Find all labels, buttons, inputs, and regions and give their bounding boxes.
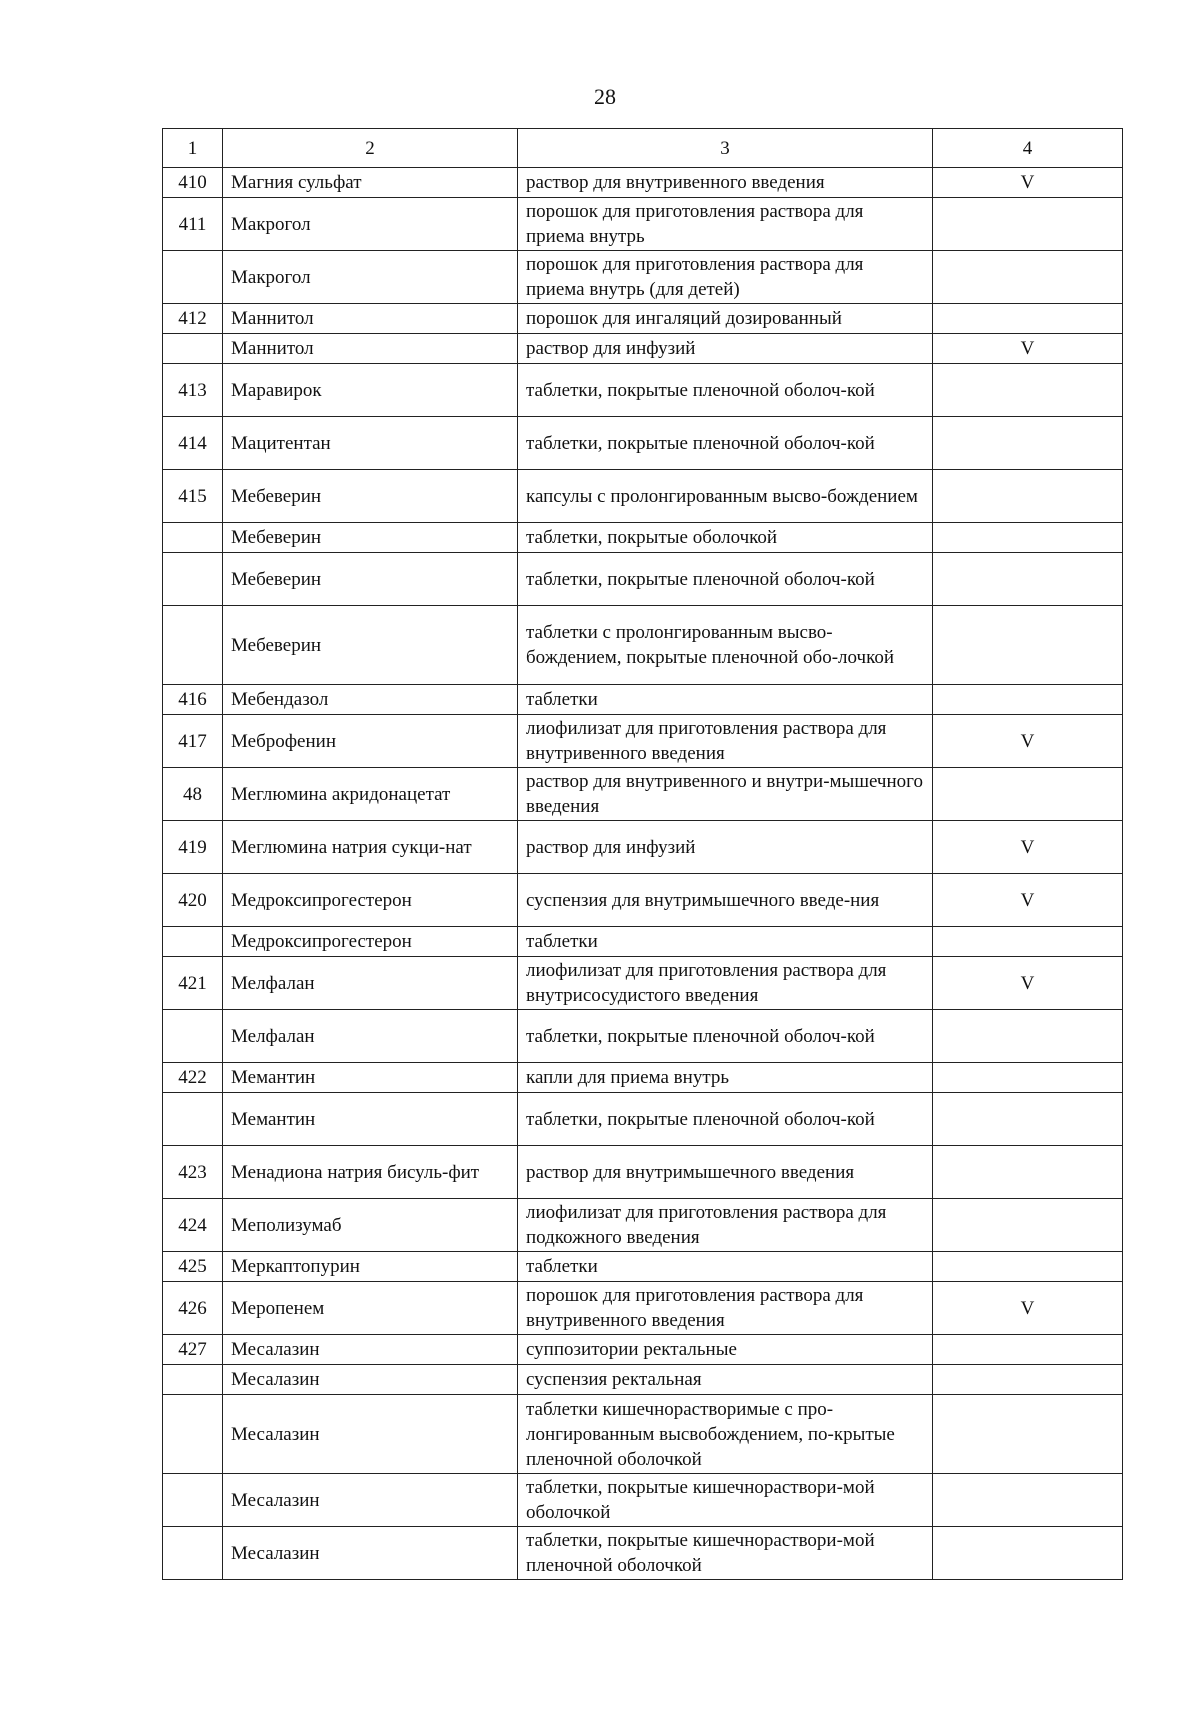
- dosage-form: капли для приема внутрь: [518, 1063, 933, 1093]
- drug-name: Мебендазол: [223, 685, 518, 715]
- drug-name: Мемантин: [223, 1093, 518, 1146]
- row-number: [163, 1010, 223, 1063]
- table-row: [163, 606, 1123, 685]
- row-number: [163, 606, 223, 685]
- table-row: [163, 168, 1123, 198]
- table-row: [163, 1282, 1123, 1335]
- dosage-form: лиофилизат для приготовления раствора для внутрисосудистого введения: [518, 957, 933, 1010]
- drug-name: Мелфалан: [223, 1010, 518, 1063]
- table-row: [163, 417, 1123, 470]
- mark-cell: [933, 1474, 1123, 1527]
- mark-cell: V: [933, 957, 1123, 1010]
- row-number: [163, 927, 223, 957]
- dosage-form: раствор для инфузий: [518, 334, 933, 364]
- table-row: [163, 304, 1123, 334]
- row-number: 414: [163, 417, 223, 470]
- drug-name: Мебеверин: [223, 553, 518, 606]
- row-number: [163, 1365, 223, 1395]
- drug-name: Мемантин: [223, 1063, 518, 1093]
- page-number: 28: [594, 84, 616, 109]
- mark-cell: [933, 1365, 1123, 1395]
- dosage-form: порошок для приготовления раствора для приема внутрь (для детей): [518, 251, 933, 304]
- mark-cell: [933, 1199, 1123, 1252]
- dosage-form: раствор для инфузий: [518, 821, 933, 874]
- dosage-form: таблетки, покрытые кишечнораствори-мой пленочной оболочкой: [518, 1527, 933, 1580]
- table-row: [163, 364, 1123, 417]
- drug-name: Магния сульфат: [223, 168, 518, 198]
- drug-name: Мебеверин: [223, 606, 518, 685]
- mark-cell: [933, 553, 1123, 606]
- table-row: [163, 198, 1123, 251]
- header-row: [163, 129, 1123, 168]
- mark-cell: [933, 685, 1123, 715]
- dosage-form: таблетки, покрытые оболочкой: [518, 523, 933, 553]
- dosage-form: порошок для ингаляций дозированный: [518, 304, 933, 334]
- row-number: 420: [163, 874, 223, 927]
- mark-cell: V: [933, 821, 1123, 874]
- table-row: [163, 1527, 1123, 1580]
- drug-name: Мебеверин: [223, 523, 518, 553]
- mark-cell: [933, 1527, 1123, 1580]
- mark-cell: [933, 198, 1123, 251]
- drug-name: Макрогол: [223, 251, 518, 304]
- table-row: [163, 470, 1123, 523]
- table-row: [163, 715, 1123, 768]
- row-number: 422: [163, 1063, 223, 1093]
- dosage-form: суспензия для внутримышечного введе-ния: [518, 874, 933, 927]
- row-number: 424: [163, 1199, 223, 1252]
- drug-name: Месалазин: [223, 1474, 518, 1527]
- table-row: [163, 1365, 1123, 1395]
- table-row: [163, 821, 1123, 874]
- table-row: [163, 1010, 1123, 1063]
- row-number: 417: [163, 715, 223, 768]
- drug-name: Мацитентан: [223, 417, 518, 470]
- row-number: 410: [163, 168, 223, 198]
- row-number: 48: [163, 768, 223, 821]
- drug-name: Медроксипрогестерон: [223, 874, 518, 927]
- mark-cell: V: [933, 874, 1123, 927]
- column-header: 3: [518, 129, 933, 168]
- row-number: 426: [163, 1282, 223, 1335]
- mark-cell: [933, 606, 1123, 685]
- mark-cell: V: [933, 1282, 1123, 1335]
- mark-cell: V: [933, 334, 1123, 364]
- drug-name: Менадиона натрия бисуль-фит: [223, 1146, 518, 1199]
- drug-table: [162, 128, 1123, 1580]
- dosage-form: капсулы с пролонгированным высво-бождением: [518, 470, 933, 523]
- mark-cell: [933, 364, 1123, 417]
- table-row: [163, 685, 1123, 715]
- mark-cell: [933, 251, 1123, 304]
- table-row: [163, 1335, 1123, 1365]
- table-row: [163, 1063, 1123, 1093]
- dosage-form: таблетки, покрытые пленочной оболоч-кой: [518, 1010, 933, 1063]
- drug-name: Маннитол: [223, 334, 518, 364]
- row-number: 425: [163, 1252, 223, 1282]
- mark-cell: [933, 1146, 1123, 1199]
- dosage-form: таблетки, покрытые пленочной оболоч-кой: [518, 417, 933, 470]
- drug-name: Мебеверин: [223, 470, 518, 523]
- dosage-form: таблетки: [518, 927, 933, 957]
- table-row: [163, 523, 1123, 553]
- drug-name: Маннитол: [223, 304, 518, 334]
- dosage-form: таблетки, покрытые пленочной оболоч-кой: [518, 1093, 933, 1146]
- row-number: 427: [163, 1335, 223, 1365]
- dosage-form: порошок для приготовления раствора для приема внутрь: [518, 198, 933, 251]
- table-row: [163, 334, 1123, 364]
- mark-cell: [933, 1252, 1123, 1282]
- dosage-form: порошок для приготовления раствора для внутривенного введения: [518, 1282, 933, 1335]
- dosage-form: суспензия ректальная: [518, 1365, 933, 1395]
- row-number: [163, 334, 223, 364]
- table-row: [163, 1199, 1123, 1252]
- dosage-form: лиофилизат для приготовления раствора для подкожного введения: [518, 1199, 933, 1252]
- drug-name: Мелфалан: [223, 957, 518, 1010]
- table-row: [163, 874, 1123, 927]
- mark-cell: [933, 1010, 1123, 1063]
- mark-cell: V: [933, 168, 1123, 198]
- drug-name: Меглюмина натрия сукци-нат: [223, 821, 518, 874]
- mark-cell: V: [933, 715, 1123, 768]
- mark-cell: [933, 1063, 1123, 1093]
- dosage-form: таблетки, покрытые пленочной оболоч-кой: [518, 364, 933, 417]
- table-row: [163, 1252, 1123, 1282]
- dosage-form: раствор для внутривенного введения: [518, 168, 933, 198]
- table-row: [163, 957, 1123, 1010]
- row-number: 411: [163, 198, 223, 251]
- row-number: 419: [163, 821, 223, 874]
- drug-name: Меглюмина акридонацетат: [223, 768, 518, 821]
- table-row: [163, 1093, 1123, 1146]
- column-header: 2: [223, 129, 518, 168]
- table-row: [163, 1474, 1123, 1527]
- mark-cell: [933, 1395, 1123, 1474]
- mark-cell: [933, 470, 1123, 523]
- drug-name: Месалазин: [223, 1395, 518, 1474]
- drug-name: Месалазин: [223, 1365, 518, 1395]
- dosage-form: лиофилизат для приготовления раствора для внутривенного введения: [518, 715, 933, 768]
- table-body: [163, 168, 1123, 1580]
- drug-name: Меполизумаб: [223, 1199, 518, 1252]
- dosage-form: раствор для внутривенного и внутри-мышечного введения: [518, 768, 933, 821]
- mark-cell: [933, 927, 1123, 957]
- table-row: [163, 927, 1123, 957]
- drug-name: Меропенем: [223, 1282, 518, 1335]
- row-number: 421: [163, 957, 223, 1010]
- mark-cell: [933, 768, 1123, 821]
- row-number: [163, 553, 223, 606]
- dosage-form: таблетки с пролонгированным высво-бождением, покрытые пленочной обо-лочкой: [518, 606, 933, 685]
- row-number: [163, 251, 223, 304]
- drug-name: Медроксипрогестерон: [223, 927, 518, 957]
- mark-cell: [933, 304, 1123, 334]
- row-number: [163, 1093, 223, 1146]
- dosage-form: таблетки, покрытые кишечнораствори-мой оболочкой: [518, 1474, 933, 1527]
- drug-name: Меркаптопурин: [223, 1252, 518, 1282]
- mark-cell: [933, 417, 1123, 470]
- drug-name: Месалазин: [223, 1527, 518, 1580]
- dosage-form: раствор для внутримышечного введения: [518, 1146, 933, 1199]
- column-header: 1: [163, 129, 223, 168]
- drug-name: Меброфенин: [223, 715, 518, 768]
- row-number: [163, 1527, 223, 1580]
- table-row: [163, 1146, 1123, 1199]
- row-number: [163, 1395, 223, 1474]
- dosage-form: суппозитории ректальные: [518, 1335, 933, 1365]
- dosage-form: таблетки: [518, 685, 933, 715]
- drug-name: Маравирок: [223, 364, 518, 417]
- dosage-form: таблетки, покрытые пленочной оболоч-кой: [518, 553, 933, 606]
- row-number: 412: [163, 304, 223, 334]
- drug-name: Макрогол: [223, 198, 518, 251]
- dosage-form: таблетки: [518, 1252, 933, 1282]
- row-number: 413: [163, 364, 223, 417]
- row-number: 415: [163, 470, 223, 523]
- column-header: 4: [933, 129, 1123, 168]
- table-row: [163, 553, 1123, 606]
- row-number: 423: [163, 1146, 223, 1199]
- row-number: 416: [163, 685, 223, 715]
- table-row: [163, 1395, 1123, 1474]
- table-row: [163, 251, 1123, 304]
- row-number: [163, 1474, 223, 1527]
- table-row: [163, 768, 1123, 821]
- row-number: [163, 523, 223, 553]
- mark-cell: [933, 523, 1123, 553]
- mark-cell: [933, 1335, 1123, 1365]
- mark-cell: [933, 1093, 1123, 1146]
- dosage-form: таблетки кишечнорастворимые с про-лонгированным высвобождением, по-крытые пленочной оболочкой: [518, 1395, 933, 1474]
- drug-name: Месалазин: [223, 1335, 518, 1365]
